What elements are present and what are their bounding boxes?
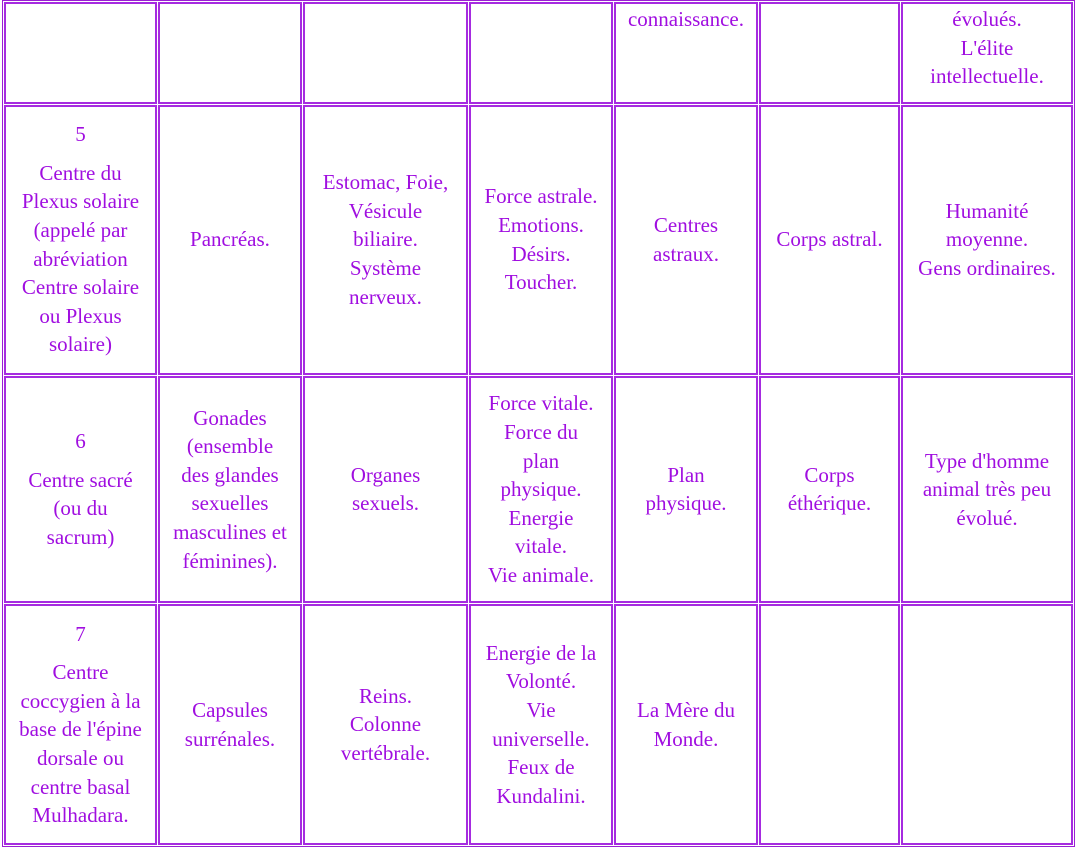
- cell-text: évolués.: [952, 7, 1022, 31]
- cell-force: [469, 604, 613, 845]
- cell-text: vertébrale.: [340, 740, 431, 765]
- cell-organs: [303, 376, 468, 604]
- cell-text: La Mère du: [637, 698, 735, 723]
- table-row: [4, 376, 1073, 604]
- cell-text: Feux de: [507, 755, 575, 780]
- cell-text: surrénales.: [184, 726, 276, 751]
- cell-text: solaire): [49, 332, 112, 357]
- cell-text: Capsules: [192, 698, 268, 723]
- cell-text: Humanité: [945, 198, 1029, 223]
- cell-plane: [614, 105, 758, 375]
- cell-text: dorsale ou: [37, 745, 124, 770]
- cell-text: connaissance.: [627, 7, 745, 31]
- cell-text: Force vitale.: [488, 391, 594, 416]
- cell-text: plan: [522, 448, 560, 473]
- cell-center: [4, 2, 157, 104]
- cell-text: Désirs.: [511, 241, 571, 266]
- cell-text: universelle.: [492, 726, 590, 751]
- cell-text: Kundalini.: [496, 783, 586, 808]
- cell-text: animal très peu: [922, 477, 1052, 502]
- cell-gland: [158, 604, 302, 845]
- cell-gland: [158, 376, 302, 604]
- cell-text: Vie: [526, 698, 556, 723]
- cell-text: Toucher.: [504, 270, 578, 295]
- cell-text: intellectuelle.: [930, 64, 1044, 89]
- cell-body: [759, 376, 900, 604]
- cell-text: masculines et: [173, 520, 287, 545]
- cell-text: Centre du: [39, 160, 122, 185]
- cell-text: Gens ordinaires.: [918, 255, 1056, 280]
- cell-plane: [614, 2, 758, 104]
- cell-text: Vie animale.: [487, 562, 595, 587]
- cell-text: féminines).: [182, 548, 278, 573]
- cell-force: [469, 376, 613, 604]
- center-number: 5: [75, 122, 86, 147]
- cell-text: abréviation: [33, 246, 128, 271]
- cell-text: Estomac, Foie,: [322, 170, 449, 195]
- cell-text: Reins.: [358, 683, 413, 708]
- cell-organs: [303, 2, 468, 104]
- cell-organs: [303, 105, 468, 375]
- cell-text: éthérique.: [787, 491, 872, 516]
- cell-text: Corps astral.: [776, 227, 883, 252]
- chakra-table: [2, 0, 1075, 847]
- cell-text: Monde.: [653, 726, 719, 751]
- cell-text: base de l'épine: [19, 717, 142, 742]
- cell-text: Colonne: [349, 712, 422, 737]
- cell-text: Organes: [350, 462, 421, 487]
- table-row: [4, 105, 1073, 375]
- cell-plane: [614, 376, 758, 604]
- table-row: [4, 2, 1073, 104]
- cell-text: biliaire.: [353, 227, 418, 252]
- cell-text: (ou du: [53, 496, 108, 521]
- cell-text: Energie: [508, 505, 574, 530]
- center-number: 6: [75, 429, 86, 454]
- cell-gland: [158, 2, 302, 104]
- cell-text: vitale.: [515, 534, 567, 559]
- cell-text: (ensemble: [186, 434, 274, 459]
- cell-text: sexuelles: [191, 491, 269, 516]
- cell-body: [759, 105, 900, 375]
- cell-text: Mulhadara.: [32, 803, 129, 828]
- cell-text: coccygien à la: [20, 688, 141, 713]
- cell-text: Type d'homme: [924, 448, 1050, 473]
- cell-text: Pancréas.: [190, 227, 270, 252]
- cell-humanity: [901, 105, 1073, 375]
- cell-text: évolué.: [956, 505, 1018, 530]
- cell-force: [469, 2, 613, 104]
- cell-text: Centre: [52, 660, 109, 685]
- cell-center: [4, 604, 157, 845]
- cell-text: Plexus solaire: [21, 189, 140, 214]
- cell-text: Force du: [503, 419, 579, 444]
- cell-text: Force astrale.: [484, 184, 598, 209]
- cell-text: Gonades: [193, 405, 267, 430]
- cell-text: centre basal: [30, 774, 131, 799]
- cell-text: des glandes: [181, 462, 279, 487]
- center-number: 7: [75, 621, 86, 646]
- cell-text: moyenne.: [945, 227, 1029, 252]
- cell-body: [759, 604, 900, 845]
- cell-text: Plan: [667, 462, 705, 487]
- cell-center: [4, 105, 157, 375]
- cell-text: Corps: [804, 462, 855, 487]
- cell-text: physique.: [500, 477, 582, 502]
- cell-humanity: [901, 2, 1073, 104]
- cell-text: sacrum): [46, 525, 115, 550]
- cell-text: Volonté.: [505, 669, 577, 694]
- cell-text: Centre sacré: [28, 467, 133, 492]
- cell-organs: [303, 604, 468, 845]
- cell-text: physique.: [645, 491, 727, 516]
- cell-text: L'élite: [960, 35, 1014, 60]
- cell-center: [4, 376, 157, 604]
- table-row: [4, 604, 1073, 845]
- cell-text: Energie de la: [485, 640, 597, 665]
- cell-humanity: [901, 604, 1073, 845]
- cell-gland: [158, 105, 302, 375]
- cell-humanity: [901, 376, 1073, 604]
- cell-text: nerveux.: [349, 284, 422, 309]
- cell-text: Emotions.: [498, 213, 584, 238]
- cell-text: Centre solaire: [21, 275, 140, 300]
- cell-text: Vésicule: [348, 198, 423, 223]
- cell-text: Centres: [653, 213, 719, 238]
- cell-text: (appelé par: [33, 218, 128, 243]
- cell-text: ou Plexus: [39, 303, 122, 328]
- cell-text: astraux.: [653, 241, 719, 266]
- cell-force: [469, 105, 613, 375]
- cell-plane: [614, 604, 758, 845]
- cell-text: sexuels.: [351, 491, 420, 516]
- cell-text: Système: [349, 255, 422, 280]
- cell-body: [759, 2, 900, 104]
